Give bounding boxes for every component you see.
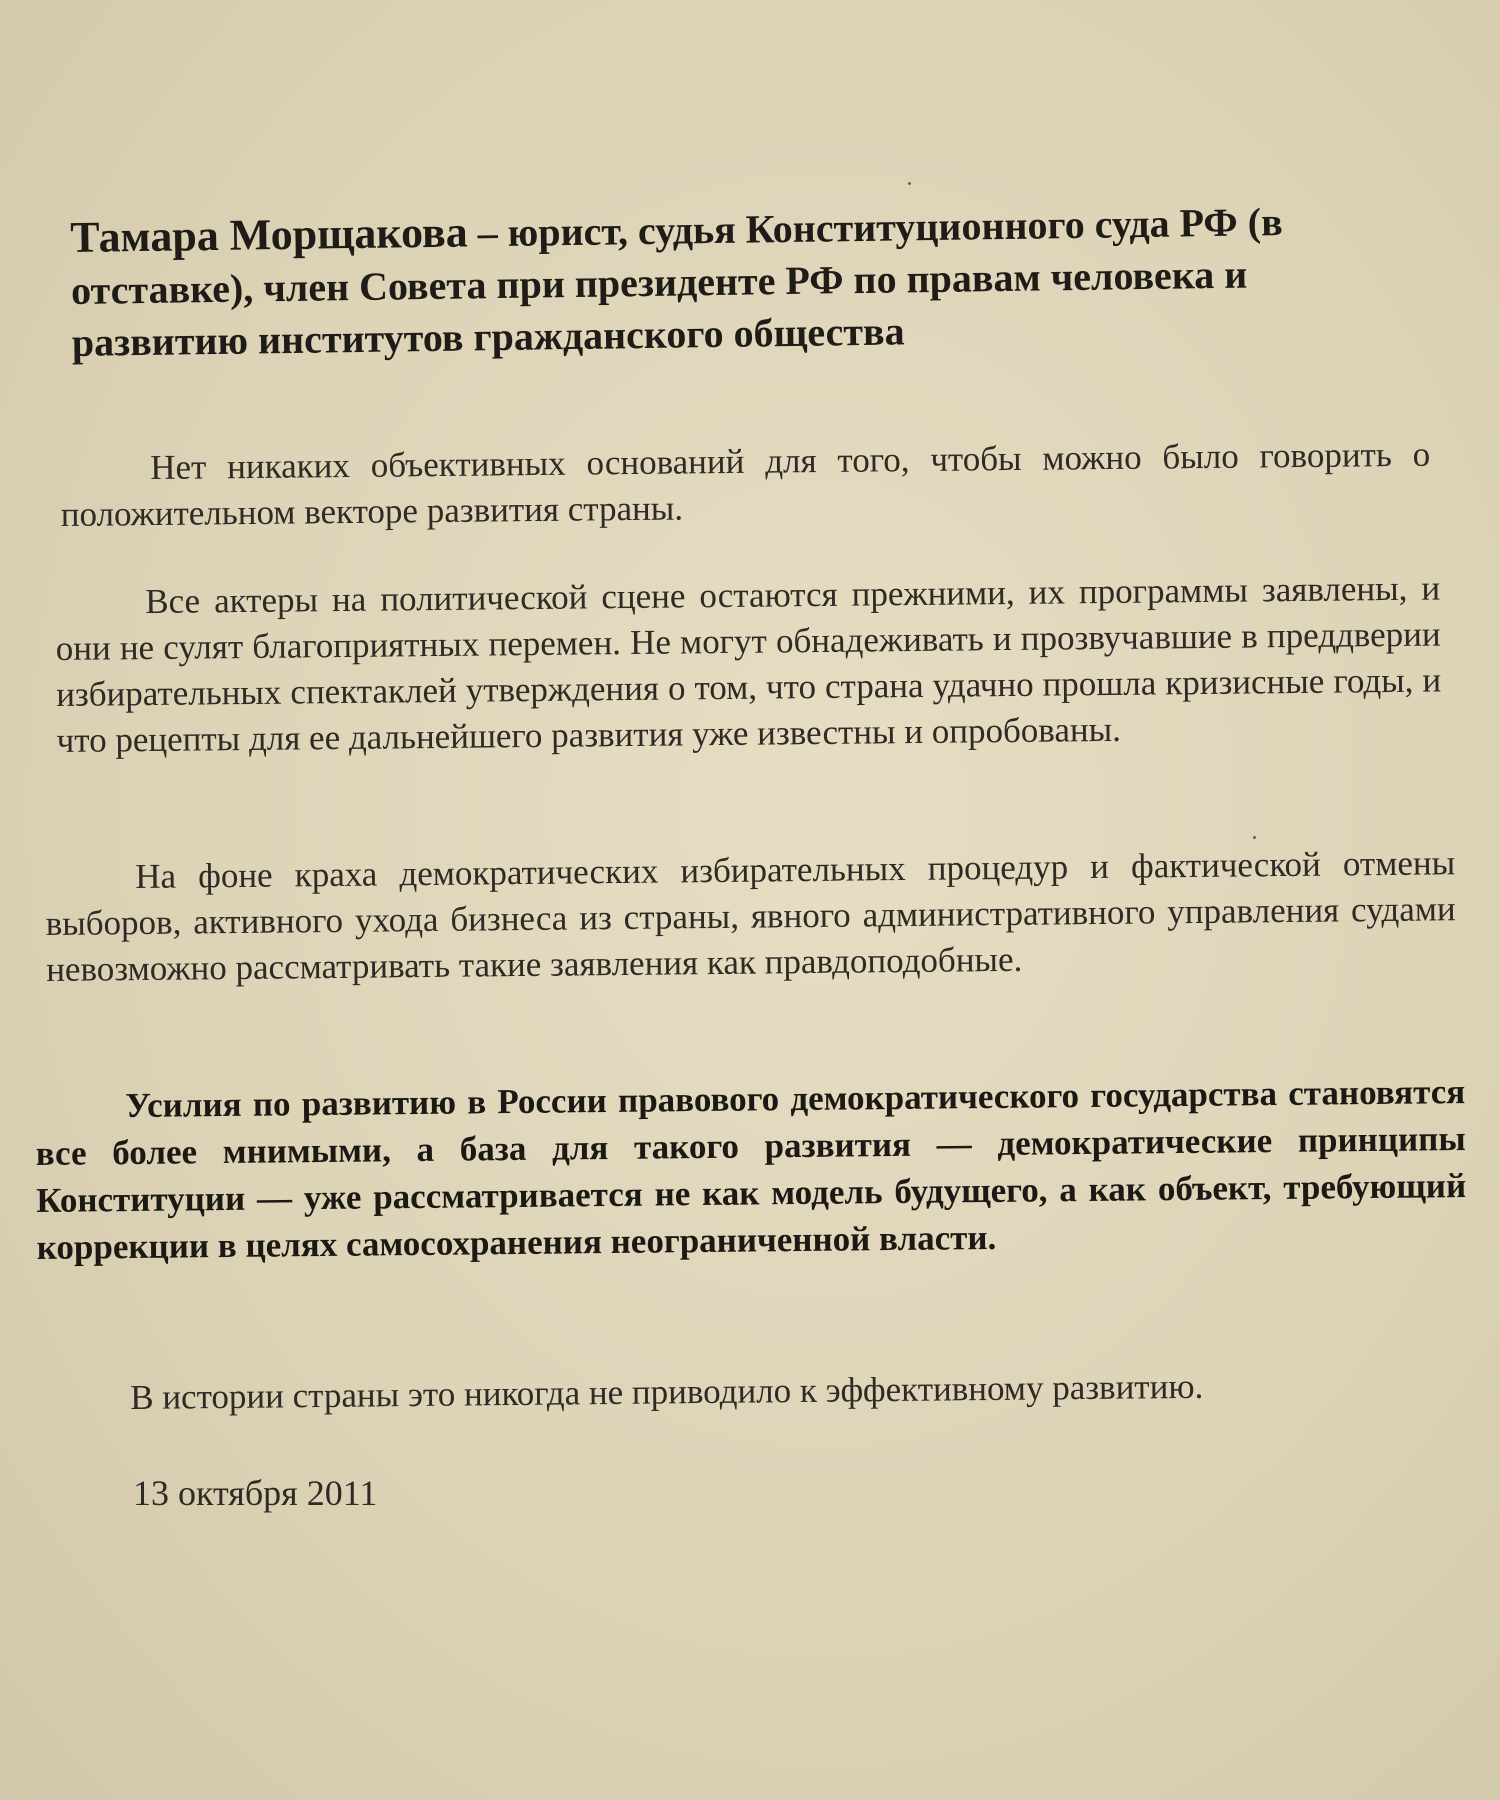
- paragraph-1: [60, 432, 1431, 538]
- paragraph-indent: [55, 613, 145, 614]
- document-heading: [70, 193, 1412, 369]
- paragraph-indent: [35, 1117, 125, 1118]
- paragraph-4-bold: [35, 1068, 1467, 1271]
- document-date: 13 октября 2011: [133, 1473, 378, 1513]
- paragraph-indent: [60, 479, 150, 480]
- paper-speck: [908, 182, 911, 185]
- paragraph-indent: [45, 888, 135, 889]
- paragraph-text: Усилия по развитию в России правового демократического государства становятся все более мнимыми, а база для такого развития — демократические принципы Конституции — уже рассматривается не как модель будущего, а как объект, требующий коррекции в целях самосохранения неограниченной власти.: [35, 1072, 1467, 1267]
- author-name: Тамара Морщакова: [70, 207, 469, 262]
- paragraph-3: [45, 840, 1456, 993]
- paragraph-text: Все актеры на политической сцене остаются прежними, их программы заявлены, и они не сулят благоприятных перемен. Не могут обнадеживать и прозвучавшие в преддверии избирательных спектаклей утверждения о том, что страна удачно прошла кризисные годы, и что рецепты для ее дальнейшего развития уже известны и опробованы.: [55, 568, 1442, 760]
- paragraph-5: [130, 1361, 1430, 1421]
- paper-speck: [1253, 836, 1256, 839]
- paragraph-text: Нет никаких объективных оснований для того, чтобы можно было говорить о положительном векторе развития страны.: [60, 434, 1431, 534]
- paragraph-text: В истории страны это никогда не приводило к эффективному развитию.: [130, 1366, 1204, 1417]
- paragraph-2: [55, 565, 1442, 763]
- author-description: – юрист, судья Конституционного суда РФ (в отставке), член Совета при президенте РФ по правам человека и развитию институтов гражданского общества: [70, 199, 1283, 365]
- paragraph-text: На фоне краха демократических избирательных процедур и фактической отмены выборов, активного ухода бизнеса из страны, явного административного управления судами невозможно рассматривать такие заявления как правдоподобные.: [45, 843, 1456, 989]
